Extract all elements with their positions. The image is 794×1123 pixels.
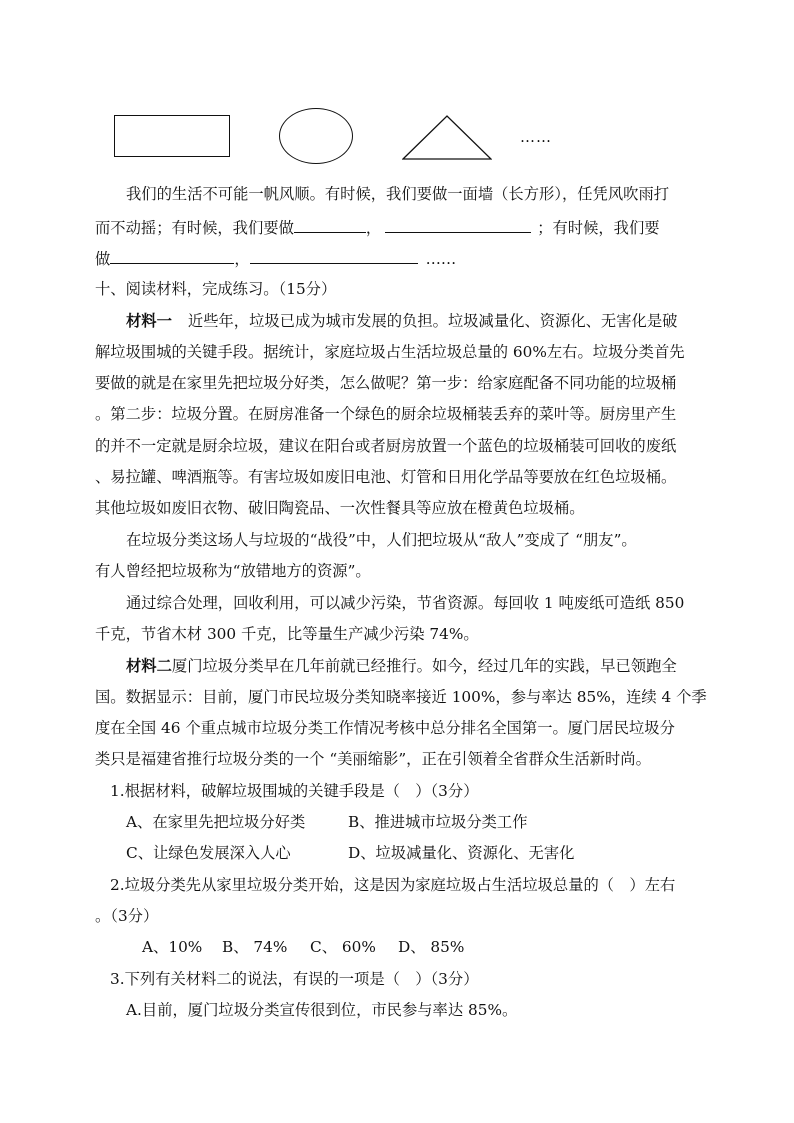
material2-line: 国。数据显示：目前，厦门市民垃圾分类知晓率接近 100%，参与率达 85%，连续 4 个季 <box>95 688 707 706</box>
answer-blank-3[interactable] <box>110 247 234 264</box>
material1-label: 材料一 <box>126 312 172 330</box>
material1-line: 、易拉罐、啤酒瓶等。有害垃圾如废旧电池、灯管和日用化学品等要放在红色垃圾桶。 <box>95 468 677 486</box>
material1-p2-line: 有人曾经把垃圾称为“放错地方的资源”。 <box>95 562 371 580</box>
material1-line: 的并不一定就是厨余垃圾，建议在阳台或者厨房放置一个蓝色的垃圾桶装可回收的废纸 <box>95 437 677 455</box>
answer-blank-1[interactable] <box>294 216 366 233</box>
answer-blank-4[interactable] <box>250 247 418 264</box>
intro-comma: ， <box>234 250 250 268</box>
q3-option-a[interactable]: A.目前，厦门垃圾分类宣传很到位，市民参与率达 85%。 <box>126 1001 518 1019</box>
material2-label: 材料二 <box>126 657 172 675</box>
q1-option-b[interactable]: B、推进城市垃圾分类工作 <box>348 813 528 831</box>
intro-text: 做 <box>95 250 111 268</box>
material2-text: 厦门垃圾分类早在几年前就已经推行。如今，经过几年的实践，早已领跑全 <box>171 657 677 675</box>
question-2-stem-cont: 。（3分） <box>95 907 159 925</box>
answer-blank-2[interactable] <box>385 216 531 233</box>
material1-line: 其他垃圾如废旧衣物、破旧陶瓷品、一次性餐具等应放在橙黄色垃圾桶。 <box>95 499 585 517</box>
triangle-shape <box>402 114 492 160</box>
intro-comma: ， <box>365 219 382 237</box>
intro-ellipsis: …… <box>425 250 457 268</box>
rectangle-shape <box>114 115 230 157</box>
intro-text: ；有时候，我们要 <box>537 219 660 237</box>
material1-text: 近些年，垃圾已成为城市发展的负担。垃圾减量化、资源化、无害化是破 <box>187 312 678 330</box>
question-3-stem: 3.下列有关材料二的说法，有误的一项是（ ）（3分） <box>110 970 479 988</box>
material1-p3-line: 千克，节省木材 300 千克，比等量生产减少污染 74%。 <box>95 625 479 643</box>
question-1-stem: 1.根据材料，破解垃圾围城的关键手段是（ ）（3分） <box>110 782 479 800</box>
intro-line-2 <box>95 216 660 238</box>
intro-text: 而不动摇；有时候，我们要做 <box>95 219 294 237</box>
material1-p2-line: 在垃圾分类这场人与垃圾的“战役”中，人们把垃圾从“敌人”变成了 “朋友”。 <box>126 531 637 549</box>
q1-option-a[interactable]: A、在家里先把垃圾分好类 <box>126 813 306 831</box>
q2-option-d[interactable]: D、 85% <box>398 938 465 956</box>
material1-line <box>126 311 677 331</box>
material1-p3-line: 通过综合处理，回收利用，可以减少污染，节省资源。每回收 1 吨废纸可造纸 850 <box>126 594 685 612</box>
material1-line: 。第二步：垃圾分置。在厨房准备一个绿色的厨余垃圾桶装丢弃的菜叶等。厨房里产生 <box>95 405 677 423</box>
q2-option-a[interactable]: A、10% <box>142 938 203 956</box>
material2-line: 类只是福建省推行垃圾分类的一个 “美丽缩影”，正在引领着全省群众生活新时尚。 <box>95 750 651 768</box>
shapes-row <box>0 108 794 170</box>
intro-line-1: 我们的生活不可能一帆风顺。有时候，我们要做一面墙（长方形），任凭风吹雨打 <box>126 185 670 203</box>
q2-option-c[interactable]: C、 60% <box>310 938 376 956</box>
material2-line <box>126 656 677 676</box>
ellipse-shape <box>279 108 353 164</box>
q1-option-c[interactable]: C、让绿色发展深入人心 <box>126 844 291 862</box>
shapes-ellipsis: …… <box>520 128 552 146</box>
question-2-stem: 2.垃圾分类先从家里垃圾分类开始，这是因为家庭垃圾占生活垃圾总量的（ ）左右 <box>110 876 676 894</box>
section-title: 十、阅读材料，完成练习。（15分） <box>95 280 337 298</box>
material1-line: 要做的就是在家里先把垃圾分好类，怎么做呢？第一步：给家庭配备不同功能的垃圾桶 <box>95 374 677 392</box>
material2-line: 度在全国 46 个重点城市垃圾分类工作情况考核中总分排名全国第一。厦门居民垃圾分 <box>95 719 675 737</box>
q2-option-b[interactable]: B、 74% <box>222 938 288 956</box>
q1-option-d[interactable]: D、垃圾减量化、资源化、无害化 <box>348 844 575 862</box>
intro-line-3 <box>95 247 456 269</box>
material1-line: 解垃圾围城的关键手段。据统计，家庭垃圾占生活垃圾总量的 60%左右。垃圾分类首先 <box>95 343 685 361</box>
